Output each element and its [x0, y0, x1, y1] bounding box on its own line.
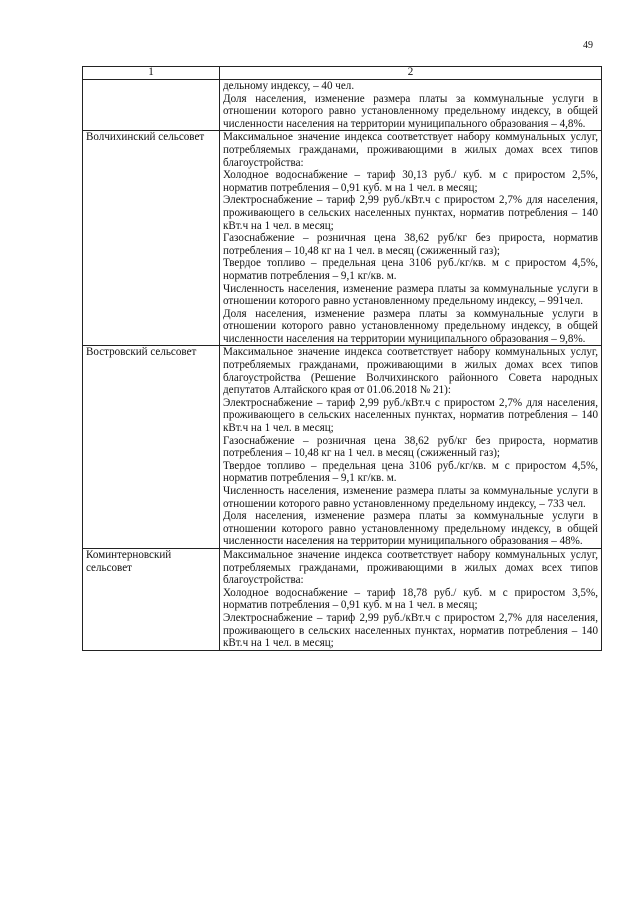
table-row — [83, 548, 602, 650]
paragraph: Численность населения, изменение размера платы за коммунальные услуги в отношении которого равно установленному предельному индексу, – 733 чел. — [223, 485, 598, 510]
paragraph: Холодное водоснабжение – тариф 30,13 руб./ куб. м с приростом 2,5%, норматив потребления – 0,91 куб. м на 1 чел. в месяц; — [223, 169, 598, 194]
page-number: 49 — [583, 40, 593, 51]
table-row — [83, 131, 602, 346]
paragraph: Твердое топливо – предельная цена 3106 руб./кг/кв. м с приростом 4,5%, норматив потребления – 9,1 кг/кв. м. — [223, 459, 598, 485]
description-cell — [220, 80, 602, 131]
municipality-cell: Коминтерновский сельсовет — [83, 548, 220, 650]
column-header-1: 1 — [83, 67, 220, 80]
paragraph: Газоснабжение – розничная цена 38,62 руб/кг без прироста, норматив потребления – 10,48 кг на 1 чел. в месяц (сжиженный газ); — [223, 434, 598, 460]
paragraph: Холодное водоснабжение – тариф 18,78 руб./ куб. м с приростом 3,5%, норматив потребления – 0,91 куб. м на 1 чел. в месяц; — [223, 586, 598, 612]
paragraph: Электроснабжение – тариф 2,99 руб./кВт.ч с приростом 2,7% для населения, проживающего в сельских населенных пунктах, норматив потребления – 140 кВт.ч на 1 чел. в месяц; — [223, 611, 598, 650]
paragraph: Максимальное значение индекса соответствует набору коммунальных услуг, потребляемых гражданами, проживающими в жилых домах всех типов благоустройства: — [223, 131, 598, 169]
paragraph: Доля населения, изменение размера платы за коммунальные услуги в отношении которого равно установленному предельному индексу, в общей численности населения на территории муниципального образования – 4,8%. — [223, 92, 598, 130]
table-row — [83, 346, 602, 549]
description-cell — [220, 346, 602, 549]
paragraph: Электроснабжение – тариф 2,99 руб./кВт.ч с приростом 2,7% для населения, проживающего в сельских населенных пунктах, норматив потребления – 140 кВт.ч на 1 чел. в месяц; — [223, 396, 598, 435]
paragraph: Доля населения, изменение размера платы за коммунальные услуги в отношении которого равно установленному предельному индексу, в общей численности населения на территории муниципального образования – 48%. — [223, 510, 598, 548]
paragraph: дельному индексу, – 40 чел. — [223, 80, 355, 92]
municipality-cell: Востровский сельсовет — [83, 346, 220, 549]
paragraph: Газоснабжение – розничная цена 38,62 руб/кг без прироста, норматив потребления – 10,48 кг на 1 чел. в месяц (сжиженный газ); — [223, 232, 598, 257]
paragraph: Электроснабжение – тариф 2,99 руб./кВт.ч с приростом 2,7% для населения, проживающего в сельских населенных пунктах, норматив потребления – 140 кВт.ч на 1 чел. в месяц; — [223, 194, 598, 232]
paragraph: Максимальное значение индекса соответствует набору коммунальных услуг, потребляемых гражданами, проживающими в жилых домах всех типов благоустройства: — [223, 548, 598, 587]
paragraph: Максимальное значение индекса соответствует набору коммунальных услуг, потребляемых гражданами, проживающими в жилых домах всех типов благоустройства (Решение Волчихинского районного Совета народных депутатов Алтайского края от 01.06.2018 № 21): — [223, 346, 598, 397]
table-header-row — [83, 67, 602, 80]
municipality-cell — [83, 80, 220, 131]
table-row — [83, 80, 602, 131]
column-header-2: 2 — [220, 67, 602, 80]
paragraph: Доля населения, изменение размера платы за коммунальные услуги в отношении которого равно установленному предельному индексу, в общей численности населения на территории муниципального образования – 9,8%. — [223, 307, 598, 345]
municipality-cell: Волчихинский сельсовет — [83, 131, 220, 346]
description-cell — [220, 548, 602, 650]
paragraph: Численность населения, изменение размера платы за коммунальные услуги в отношении которого равно установленному предельному индексу, – 991чел. — [223, 282, 598, 308]
tariff-table — [82, 66, 602, 651]
paragraph: Твердое топливо – предельная цена 3106 руб./кг/кв. м с приростом 4,5%, норматив потребления – 9,1 кг/кв. м. — [223, 257, 598, 282]
description-cell — [220, 131, 602, 346]
